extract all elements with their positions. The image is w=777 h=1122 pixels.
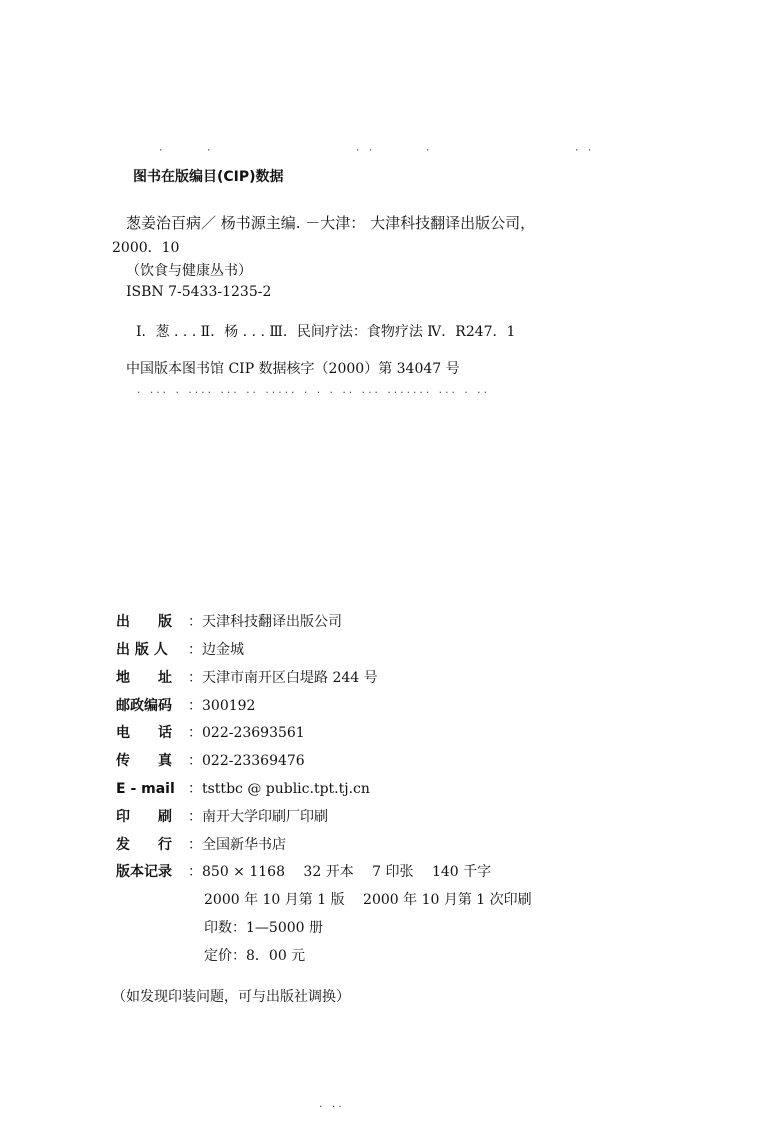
cip-book-line: 葱姜治百病／ 杨书源主编. －大津： 大津科技翻译出版公司， bbox=[126, 214, 536, 232]
scan-dots-bottom: . .. bbox=[318, 1100, 344, 1110]
colophon-value: 天津市南开区白堤路 244 号 bbox=[202, 670, 378, 686]
colophon-value: 022-23693561 bbox=[202, 725, 305, 741]
cip-isbn: ISBN 7-5433-1235-2 bbox=[126, 284, 272, 300]
cip-series: （饮食与健康丛书） bbox=[126, 263, 252, 279]
colophon-label: 电 话 bbox=[116, 725, 172, 741]
cip-classification: Ⅰ．葱 . . . Ⅱ．杨 . . . Ⅲ．民间疗法：食物疗法 Ⅳ．R247．1 bbox=[136, 324, 516, 340]
colophon-label: 邮政编码 bbox=[116, 698, 172, 714]
colophon-row-publisher: 出 版 ：天津科技翻译出版公司 bbox=[116, 611, 342, 631]
colophon-row-phone: 电 话 ：022-23693561 bbox=[116, 722, 305, 742]
print-run: 印数：1—5000 册 bbox=[204, 920, 323, 936]
scan-dot: · · bbox=[574, 146, 594, 156]
colophon-label: 出 版 bbox=[116, 614, 172, 630]
colophon-value: 边金城 bbox=[202, 642, 244, 658]
colophon-label: 出 版 人 bbox=[116, 642, 168, 658]
scan-dots-row: . ... . .... ... .. ..... . . . .. ... ....... ... . .. bbox=[136, 386, 490, 396]
scan-dot: · bbox=[206, 146, 213, 156]
colophon-row-email: E - mail ：tsttbc @ public.tpt.tj.cn bbox=[116, 781, 370, 797]
colophon-row-fax: 传 真 ：022-23369476 bbox=[116, 750, 305, 770]
colophon-label: 版本记录 bbox=[116, 864, 172, 880]
colophon-value: 850 × 1168 32 开本 7 印张 140 千字 bbox=[202, 864, 492, 880]
return-notice: （如发现印装问题，可与出版社调换） bbox=[112, 989, 350, 1005]
scan-dot: · · bbox=[355, 146, 375, 156]
colophon-row-edition-record: 版本记录 ：850 × 1168 32 开本 7 印张 140 千字 bbox=[116, 861, 491, 881]
colophon-row-postcode: 邮政编码 ：300192 bbox=[116, 695, 255, 715]
scan-dot: · bbox=[158, 146, 165, 156]
colophon-value: 天津科技翻译出版公司 bbox=[202, 614, 342, 630]
colophon-value: 全国新华书店 bbox=[202, 837, 286, 853]
cip-date-line: 2000．10 bbox=[112, 240, 180, 256]
colophon-value: 300192 bbox=[202, 698, 256, 714]
colophon-label: E - mail bbox=[116, 781, 175, 797]
colophon-label: 传 真 bbox=[116, 753, 172, 769]
colophon-row-address: 地 址 ：天津市南开区白堤路 244 号 bbox=[116, 667, 378, 687]
price: 定价：8．00 元 bbox=[204, 948, 306, 964]
colophon-row-printer: 印 刷 ：南开大学印刷厂印刷 bbox=[116, 806, 328, 826]
cip-record-number: 中国版本图书馆 CIP 数据核字（2000）第 34047 号 bbox=[126, 361, 460, 377]
colophon-label: 发 行 bbox=[116, 837, 172, 853]
colophon-value: tsttbc @ public.tpt.tj.cn bbox=[202, 781, 370, 797]
scan-dot: · bbox=[425, 146, 432, 156]
colophon-row-publisher-person: 出 版 人 ：边金城 bbox=[116, 639, 244, 659]
edition-info: 2000 年 10 月第 1 版 2000 年 10 月第 1 次印刷 bbox=[204, 892, 532, 908]
colophon-label: 地 址 bbox=[116, 670, 172, 686]
colophon-row-distributor: 发 行 ：全国新华书店 bbox=[116, 834, 286, 854]
cip-heading: 图书在版编目(CIP)数据 bbox=[133, 169, 284, 185]
colophon-label: 印 刷 bbox=[116, 809, 172, 825]
colophon-value: 南开大学印刷厂印刷 bbox=[202, 809, 328, 825]
colophon-value: 022-23369476 bbox=[202, 753, 305, 769]
